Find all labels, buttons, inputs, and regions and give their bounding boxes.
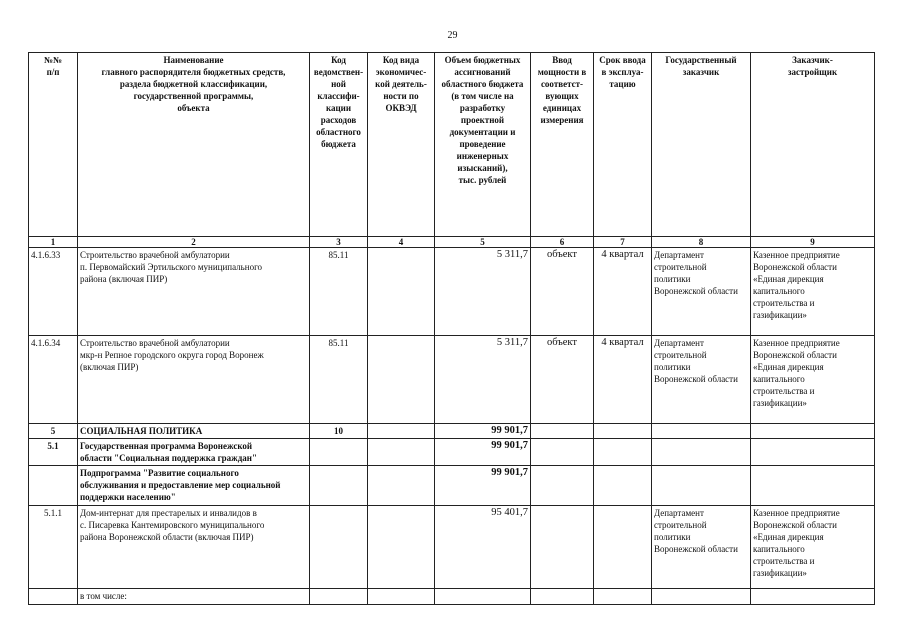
row-okved (368, 248, 435, 336)
row-num: 5.1.1 (29, 506, 78, 589)
column-number: 5 (435, 237, 531, 248)
row-okved (368, 506, 435, 589)
row-capacity (531, 439, 594, 466)
row-name: Строительство врачебной амбулатории п. Первомайский Эртильского муниципального района (включая ПИР) (78, 248, 310, 336)
page-number: 29 (447, 30, 458, 41)
row-code: 85.11 (310, 336, 368, 424)
row-customer (652, 439, 751, 466)
row-name: в том числе: (78, 589, 310, 605)
row-term (594, 439, 652, 466)
row-term (594, 506, 652, 589)
table-row (29, 506, 875, 589)
table-row (29, 424, 875, 439)
header-customer: Государственный заказчик (652, 53, 751, 237)
row-customer: Департамент строительной политики Воронежской области (652, 506, 751, 589)
row-num (29, 466, 78, 506)
column-number: 1 (29, 237, 78, 248)
header-num: №№ п/п (29, 53, 78, 237)
row-amount (435, 589, 531, 605)
row-code (310, 439, 368, 466)
row-capacity (531, 466, 594, 506)
header-amount: Объем бюджетных ассигнований областного бюджета (в том числе на разработку проектной документации и проведение инженерных изысканий), тыс. рублей (435, 53, 531, 237)
column-number: 7 (594, 237, 652, 248)
row-name: Строительство врачебной амбулатории мкр-н Репное городского округа город Воронеж (включая ПИР) (78, 336, 310, 424)
row-developer: Казенное предприятие Воронежской области «Единая дирекция капитального строительства и газификации» (751, 336, 875, 424)
column-number: 4 (368, 237, 435, 248)
header-term: Срок ввода в эксплуа- тацию (594, 53, 652, 237)
row-amount: 99 901,7 (435, 466, 531, 506)
header-okved: Код вида экономичес- кой деятель- ности по ОКВЭД (368, 53, 435, 237)
header-row (29, 53, 875, 237)
capital-investment-table (28, 52, 875, 605)
row-amount: 95 401,7 (435, 506, 531, 589)
row-num (29, 589, 78, 605)
row-capacity (531, 506, 594, 589)
row-amount: 5 311,7 (435, 248, 531, 336)
row-okved (368, 424, 435, 439)
row-term (594, 466, 652, 506)
row-term: 4 квартал (594, 248, 652, 336)
row-term: 4 квартал (594, 336, 652, 424)
table-row (29, 466, 875, 506)
table-row (29, 336, 875, 424)
row-customer: Департамент строительной политики Воронежской области (652, 336, 751, 424)
row-num: 5.1 (29, 439, 78, 466)
table-row (29, 439, 875, 466)
row-okved (368, 466, 435, 506)
header-name: Наименование главного распорядителя бюджетных средств, раздела бюджетной классификации, государственной программы, объекта (78, 53, 310, 237)
row-okved (368, 336, 435, 424)
row-amount: 99 901,7 (435, 424, 531, 439)
row-capacity: объект (531, 336, 594, 424)
row-developer (751, 466, 875, 506)
row-okved (368, 439, 435, 466)
column-number: 6 (531, 237, 594, 248)
row-num: 5 (29, 424, 78, 439)
row-name: СОЦИАЛЬНАЯ ПОЛИТИКА (78, 424, 310, 439)
row-code: 10 (310, 424, 368, 439)
row-developer (751, 439, 875, 466)
row-developer: Казенное предприятие Воронежской области «Единая дирекция капитального строительства и газификации» (751, 506, 875, 589)
header-code: Код ведомствен- ной классифи- кации расходов областного бюджета (310, 53, 368, 237)
row-developer (751, 589, 875, 605)
row-code (310, 506, 368, 589)
column-number-row (29, 237, 875, 248)
row-code: 85.11 (310, 248, 368, 336)
column-number: 8 (652, 237, 751, 248)
row-capacity (531, 589, 594, 605)
row-term (594, 589, 652, 605)
row-name: Подпрограмма "Развитие социального обслуживания и предоставление мер социальной поддержки населению" (78, 466, 310, 506)
row-customer (652, 424, 751, 439)
row-capacity (531, 424, 594, 439)
row-amount: 5 311,7 (435, 336, 531, 424)
row-num: 4.1.6.34 (29, 336, 78, 424)
table-row (29, 248, 875, 336)
row-developer: Казенное предприятие Воронежской области «Единая дирекция капитального строительства и газификации» (751, 248, 875, 336)
row-code (310, 589, 368, 605)
row-customer (652, 589, 751, 605)
column-number: 9 (751, 237, 875, 248)
row-num: 4.1.6.33 (29, 248, 78, 336)
header-developer: Заказчик- застройщик (751, 53, 875, 237)
row-okved (368, 589, 435, 605)
header-capacity: Ввод мощности в соответст- вующих единицах измерения (531, 53, 594, 237)
row-term (594, 424, 652, 439)
column-number: 3 (310, 237, 368, 248)
row-name: Государственная программа Воронежской области "Социальная поддержка граждан" (78, 439, 310, 466)
row-customer: Департамент строительной политики Воронежской области (652, 248, 751, 336)
row-customer (652, 466, 751, 506)
column-number: 2 (78, 237, 310, 248)
row-code (310, 466, 368, 506)
table-row (29, 589, 875, 605)
row-amount: 99 901,7 (435, 439, 531, 466)
row-name: Дом-интернат для престарелых и инвалидов в с. Писаревка Кантемировского муниципального района Воронежской области (включая ПИР) (78, 506, 310, 589)
row-capacity: объект (531, 248, 594, 336)
row-developer (751, 424, 875, 439)
